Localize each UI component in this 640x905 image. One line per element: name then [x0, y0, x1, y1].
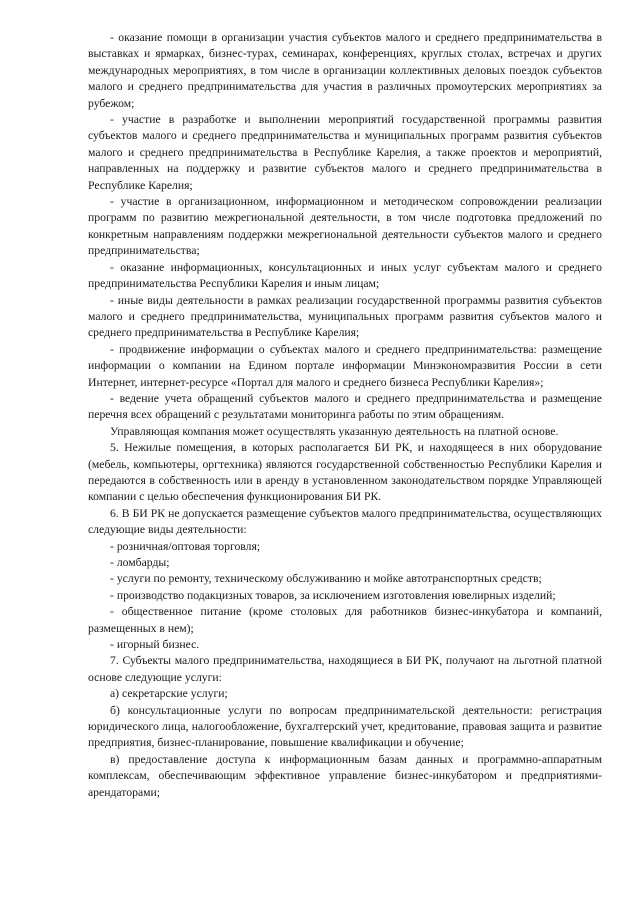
list-item: а) секретарские услуги; [110, 687, 228, 701]
list-item: в) предоставление доступа к информационным базам данных и программно-аппаратным комплексам, обеспечивающим эффективное управление бизнес-инкубатором и предприятиями-арендаторами; [88, 752, 602, 799]
list-item: б) консультационные услуги по вопросам предпринимательской деятельности: регистрация юридического лица, налогообложение, бухгалтерский учет, кредитование, правовая защита и развитие предприятия, бизнес-планирование, повышение квалификации и обучение; [88, 703, 602, 750]
paragraph: 7. Субъекты малого предпринимательства, находящиеся в БИ РК, получают на льготной платной основе следующие услуги: [88, 654, 602, 684]
paragraph: 6. В БИ РК не допускается размещение субъектов малого предпринимательства, осуществляющих следующие виды деятельности: [88, 506, 602, 537]
paragraph: - ведение учета обращений субъектов малого и среднего предпринимательства и размещение перечня всех обращений с результатами мониторинга работы по этим обращениям. [88, 391, 602, 422]
paragraph: - оказание помощи в организации участия субъектов малого и среднего предпринимательства в выставках и ярмарках, бизнес-турах, семинарах, конференциях, круглых столах, встречах и других международных мероприятиях, в том числе в организации коллективных деловых поездок субъектов малого и среднего предпринимательства для участия в различных промоутерских мероприятиях за рубежом; [88, 31, 602, 110]
list-item: - производство подакцизных товаров, за исключением изготовления ювелирных изделий; [110, 588, 556, 602]
list-item: - розничная/оптовая торговля; [110, 539, 261, 553]
list-item: - услуги по ремонту, техническому обслуживанию и мойке автотранспортных средств; [110, 572, 542, 586]
paragraph: 5. Нежилые помещения, в которых располагается БИ РК, и находящееся в них оборудование (мебель, компьютеры, оргтехника) являются государственной собственностью Республики Карелия и передаются в собственность или в аренду в установленном законодательством порядке Управляющей компании с целью обеспечения функционирования БИ РК. [88, 441, 602, 504]
paragraph: Управляющая компания может осуществлять указанную деятельность на платной основе. [110, 424, 559, 438]
list-item: - игорный бизнес. [110, 638, 200, 652]
list-item: - ломбарды; [110, 556, 170, 569]
paragraph: - участие в разработке и выполнении мероприятий государственной программы развития субъектов малого и среднего предпринимательства и муниципальных программ развития субъектов малого и среднего предпринимательства в Республике Карелия, а также проектов и мероприятий, направленных на поддержку и развитие субъектов малого и среднего предпринимательства в Республике Карелия; [88, 113, 602, 192]
paragraph: - иные виды деятельности в рамках реализации государственной программы развития субъектов малого и среднего предпринимательства, муниципальных программ развития субъектов малого и среднего предпринимательства в Республике Карелия; [88, 293, 602, 340]
paragraph: - участие в организационном, информационном и методическом сопровождении реализации программ по развитию межрегиональной деятельности, в том числе подготовка предложений по конкретным направлениям поддержки межрегиональной деятельности субъектов малого и среднего предпринимательства; [88, 195, 602, 258]
list-item: - общественное питание (кроме столовых для работников бизнес-инкубатора и компаний, размещенных в нем); [88, 605, 602, 635]
paragraph: - продвижение информации о субъектах малого и среднего предпринимательства: размещение информации о компании на Едином портале информации Минэкономразвития России в сети Интернет, интернет-ресурсе «Портал для малого и среднего бизнеса Республики Карелия»; [88, 342, 602, 389]
paragraph: - оказание информационных, консультационных и иных услуг субъектам малого и среднего предпринимательства Республики Карелия и иным лицам; [88, 260, 602, 291]
